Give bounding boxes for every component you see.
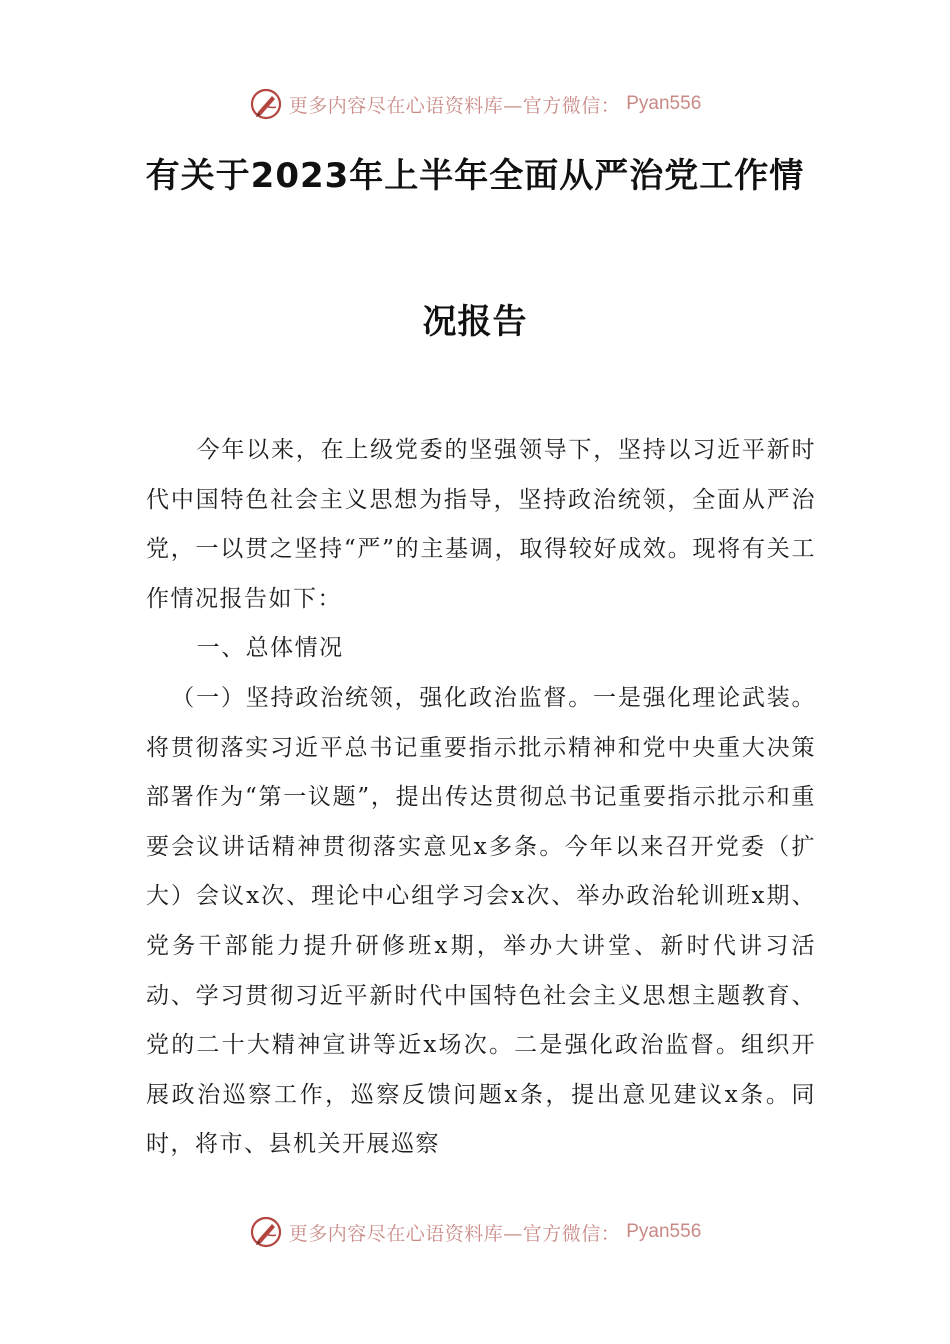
document-body bbox=[146, 426, 816, 1170]
section1-paragraph: （一）坚持政治统领，强化政治监督。一是强化理论武装。将贯彻落实习近平总书记重要指示批示精神和党中央重大决策部署作为“第一议题”，提出传达贯彻总书记重要指示批示和重要会议讲话精神贯彻落实意见x多条。今年以来召开党委（扩大）会议x次、理论中心组学习会x次、举办政治轮训班x期、党务干部能力提升研修班x期，举办大讲堂、新时代讲习活动、学习贯彻习近平新时代中国特色社会主义思想主题教育、党的二十大精神宣讲等近x场次。二是强化政治监督。组织开展政治巡察工作，巡察反馈问题x条，提出意见建议x条。同时，将市、县机关开展巡察 bbox=[146, 684, 816, 1158]
pen-logo-icon bbox=[249, 87, 283, 121]
section1-heading: 一、总体情况 bbox=[196, 635, 344, 662]
pen-logo-icon bbox=[249, 1215, 283, 1249]
intro-paragraph: 今年以来，在上级党委的坚强领导下，坚持以习近平新时代中国特色社会主义思想为指导，坚持政治统领，全面从严治党，一以贯之坚持“严”的主基调，取得较好成效。现将有关工作情况报告如下： bbox=[146, 437, 816, 612]
document-title-line2: 况报告 bbox=[422, 302, 528, 342]
document-title-line1: 有关于2023年上半年全面从严治党工作情 bbox=[145, 156, 805, 196]
watermark-text: 更多内容尽在心语资料库—官方微信： bbox=[288, 94, 621, 117]
watermark-banner-top bbox=[0, 84, 950, 124]
watermark-wechat-id: Pyan556 bbox=[626, 1221, 702, 1242]
watermark-banner-bottom bbox=[0, 1212, 950, 1252]
watermark-text: 更多内容尽在心语资料库—官方微信： bbox=[288, 1222, 621, 1245]
watermark-wechat-id: Pyan556 bbox=[626, 93, 702, 114]
